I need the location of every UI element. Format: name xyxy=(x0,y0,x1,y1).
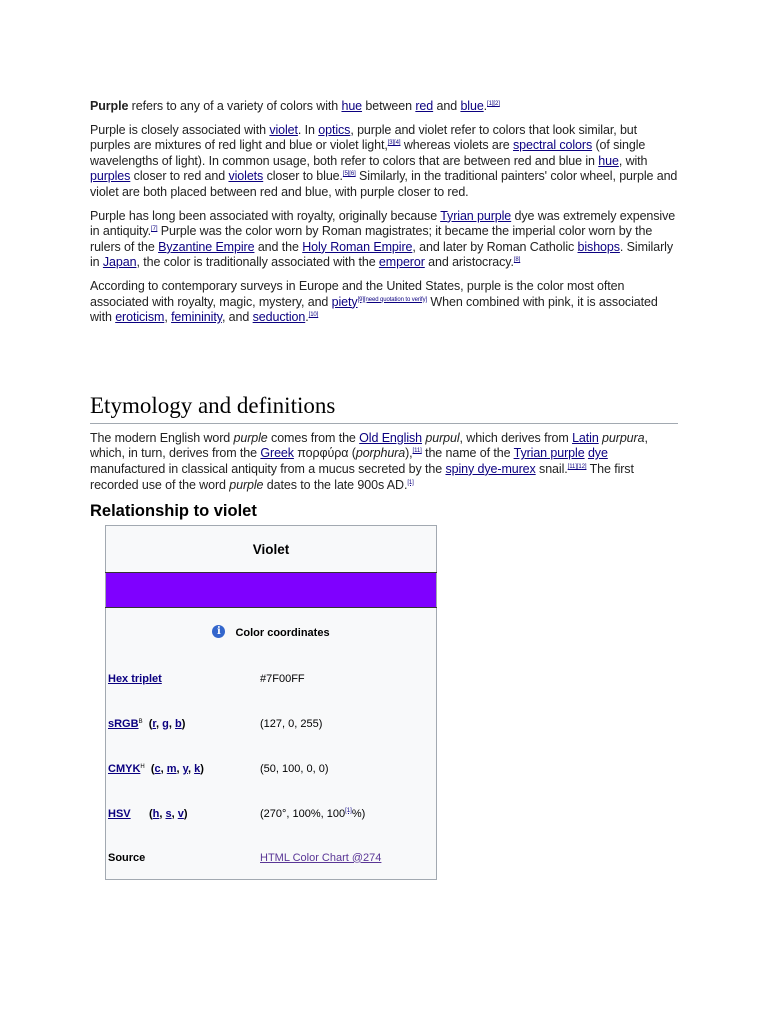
link-seduction[interactable]: seduction xyxy=(252,310,306,325)
row-srgb: sRGB$^B$ (r, g, b) (127, 0, 255) xyxy=(106,701,437,746)
link-blue[interactable]: blue xyxy=(460,99,484,113)
color-swatch xyxy=(106,573,437,608)
link-hue-2[interactable]: hue xyxy=(598,153,619,168)
link-old-english[interactable]: Old English xyxy=(359,430,422,445)
link-r[interactable]: r xyxy=(152,717,157,730)
citation-10[interactable]: [10] xyxy=(308,312,319,319)
infobox-violet xyxy=(105,525,437,880)
link-k[interactable]: k xyxy=(194,762,201,775)
link-violet[interactable]: violet xyxy=(269,122,298,137)
citation-11[interactable]: [11] xyxy=(412,448,422,455)
label-source: Source xyxy=(108,851,146,864)
citation-1-2[interactable]: [1][2] xyxy=(487,101,500,107)
link-violets[interactable]: violets xyxy=(228,169,264,184)
subsection-heading-violet: Relationship to violet xyxy=(90,502,257,521)
link-html-color-chart[interactable]: HTML Color Chart @274 xyxy=(260,851,382,864)
link-femininity[interactable]: femininity xyxy=(171,310,222,325)
row-cmyk: $CMYK^H$ (c, m, y, k) (50, 100, 0, 0) xyxy=(106,746,437,791)
value-cmyk: (50, 100, 0, 0) xyxy=(260,762,329,775)
link-tyrian-purple[interactable]: Tyrian purple xyxy=(440,208,512,223)
link-piety[interactable]: piety xyxy=(331,294,358,309)
link-v[interactable]: v xyxy=(177,807,184,820)
link-byzantine-empire[interactable]: Byzantine Empire xyxy=(158,239,255,254)
link-m[interactable]: m xyxy=(166,762,177,775)
link-hsv[interactable]: HSV xyxy=(108,807,131,820)
etymology-paragraph: The modern English word purple comes from the Old English purpul, which derives from Latin purpura, which, in turn, derives from the Greek πορφύρα (porphura),[11] the name of the Tyrian purple dye manufactured in classical antiquity from a mucus secreted by the spiny dye-murex snail.[11][12] The first recorded use of the word purple dates to the late 900s AD.[1] xyxy=(90,430,648,492)
citation-9[interactable]: [9][need quotation to verify] xyxy=(357,296,428,303)
link-s[interactable]: s xyxy=(165,807,172,820)
link-bishops[interactable]: bishops xyxy=(577,239,620,254)
link-g[interactable]: g xyxy=(162,717,169,730)
link-cmyk[interactable]: CMYK xyxy=(108,762,141,775)
article-content xyxy=(90,99,678,880)
value-hsv: (270°, 100%, 100[1]%) xyxy=(260,807,366,820)
row-hsv: HSV (h, s, v) (270°, 100%, 100[1]%) xyxy=(106,791,437,836)
intro-paragraph-4: According to contemporary surveys in Europe and the United States, purple is the color most often associated with royalty, magic, mystery, and piety[9][need quotation to verify] When combined with pink, it is associated with eroticism, femininity, and seduction.[10] xyxy=(90,278,658,325)
link-hue[interactable]: hue xyxy=(341,99,363,113)
section-gap xyxy=(90,334,678,391)
citation-hsv[interactable]: [1] xyxy=(345,807,352,814)
value-srgb: (127, 0, 255) xyxy=(260,717,323,730)
link-hex-triplet[interactable]: Hex triplet xyxy=(108,672,162,685)
row-source xyxy=(106,836,437,880)
link-spectral-colors[interactable]: spectral colors xyxy=(513,138,593,153)
link-emperor[interactable]: emperor xyxy=(378,255,425,270)
infobox-title: Violet xyxy=(252,541,290,557)
citation-5-6[interactable]: [5][6] xyxy=(342,171,356,178)
link-japan[interactable]: Japan xyxy=(102,255,137,270)
link-spiny-dye-murex[interactable]: spiny dye-murex xyxy=(445,461,536,476)
link-eroticism[interactable]: eroticism xyxy=(115,310,165,325)
citation-3-4[interactable]: [3][4] xyxy=(387,140,401,147)
citation-1[interactable]: [1] xyxy=(407,479,414,486)
link-dye[interactable]: dye xyxy=(587,446,608,461)
intro-paragraph-2: Purple is closely associated with violet. In optics, purple and violet refer to colors that look similar, but purples are mixtures of red light and blue or violet light,[3][4] whereas violets are spectral colors (of single wavelengths of light). In common usage, both refer to colors that are between red and blue in hue, with purples closer to red and violets closer to blue.[5][6] Similarly, in the traditional painters' color wheel, purple and violet are both placed between red and blue, with purple closer to red. xyxy=(90,122,678,199)
link-h[interactable]: h xyxy=(152,807,160,820)
link-greek[interactable]: Greek xyxy=(260,446,294,461)
link-tyrian-purple-2[interactable]: Tyrian purple xyxy=(513,446,585,461)
color-coordinates-header: i Color coordinates xyxy=(106,608,437,657)
link-c[interactable]: c xyxy=(154,762,161,775)
citation-8[interactable]: [8] xyxy=(513,257,521,264)
link-latin[interactable]: Latin xyxy=(572,430,599,445)
intro-paragraph-3: Purple has long been associated with royalty, originally because Tyrian purple dye was extremely expensive in antiquity.[7] Purple was the color worn by Roman magistrates; it became the imperial color worn by the rulers of the Byzantine Empire and the Holy Roman Empire, and later by Roman Catholic bishops. Similarly in Japan, the color is traditionally associated with the emperor and aristocracy.[8] xyxy=(90,208,676,270)
link-optics[interactable]: optics xyxy=(318,122,351,137)
intro-paragraph-1: Purple refers to any of a variety of colors with hue between red and blue.[1][2] xyxy=(90,99,500,113)
link-purples[interactable]: purples xyxy=(90,169,131,184)
link-y[interactable]: y xyxy=(182,762,188,775)
citation-7[interactable]: [7] xyxy=(151,226,158,233)
link-srgb[interactable]: sRGB xyxy=(108,717,139,730)
citation-11-12[interactable]: [11][12] xyxy=(567,463,587,470)
info-icon[interactable]: i xyxy=(212,625,225,638)
section-heading-etymology: Etymology and definitions xyxy=(90,391,678,424)
link-holy-roman-empire[interactable]: Holy Roman Empire xyxy=(302,239,413,254)
value-hex-triplet: #7F00FF xyxy=(260,672,305,685)
row-hex-triplet xyxy=(106,656,437,701)
link-red[interactable]: red xyxy=(415,99,434,113)
term-purple: Purple xyxy=(90,99,129,113)
link-b[interactable]: b xyxy=(175,717,182,730)
